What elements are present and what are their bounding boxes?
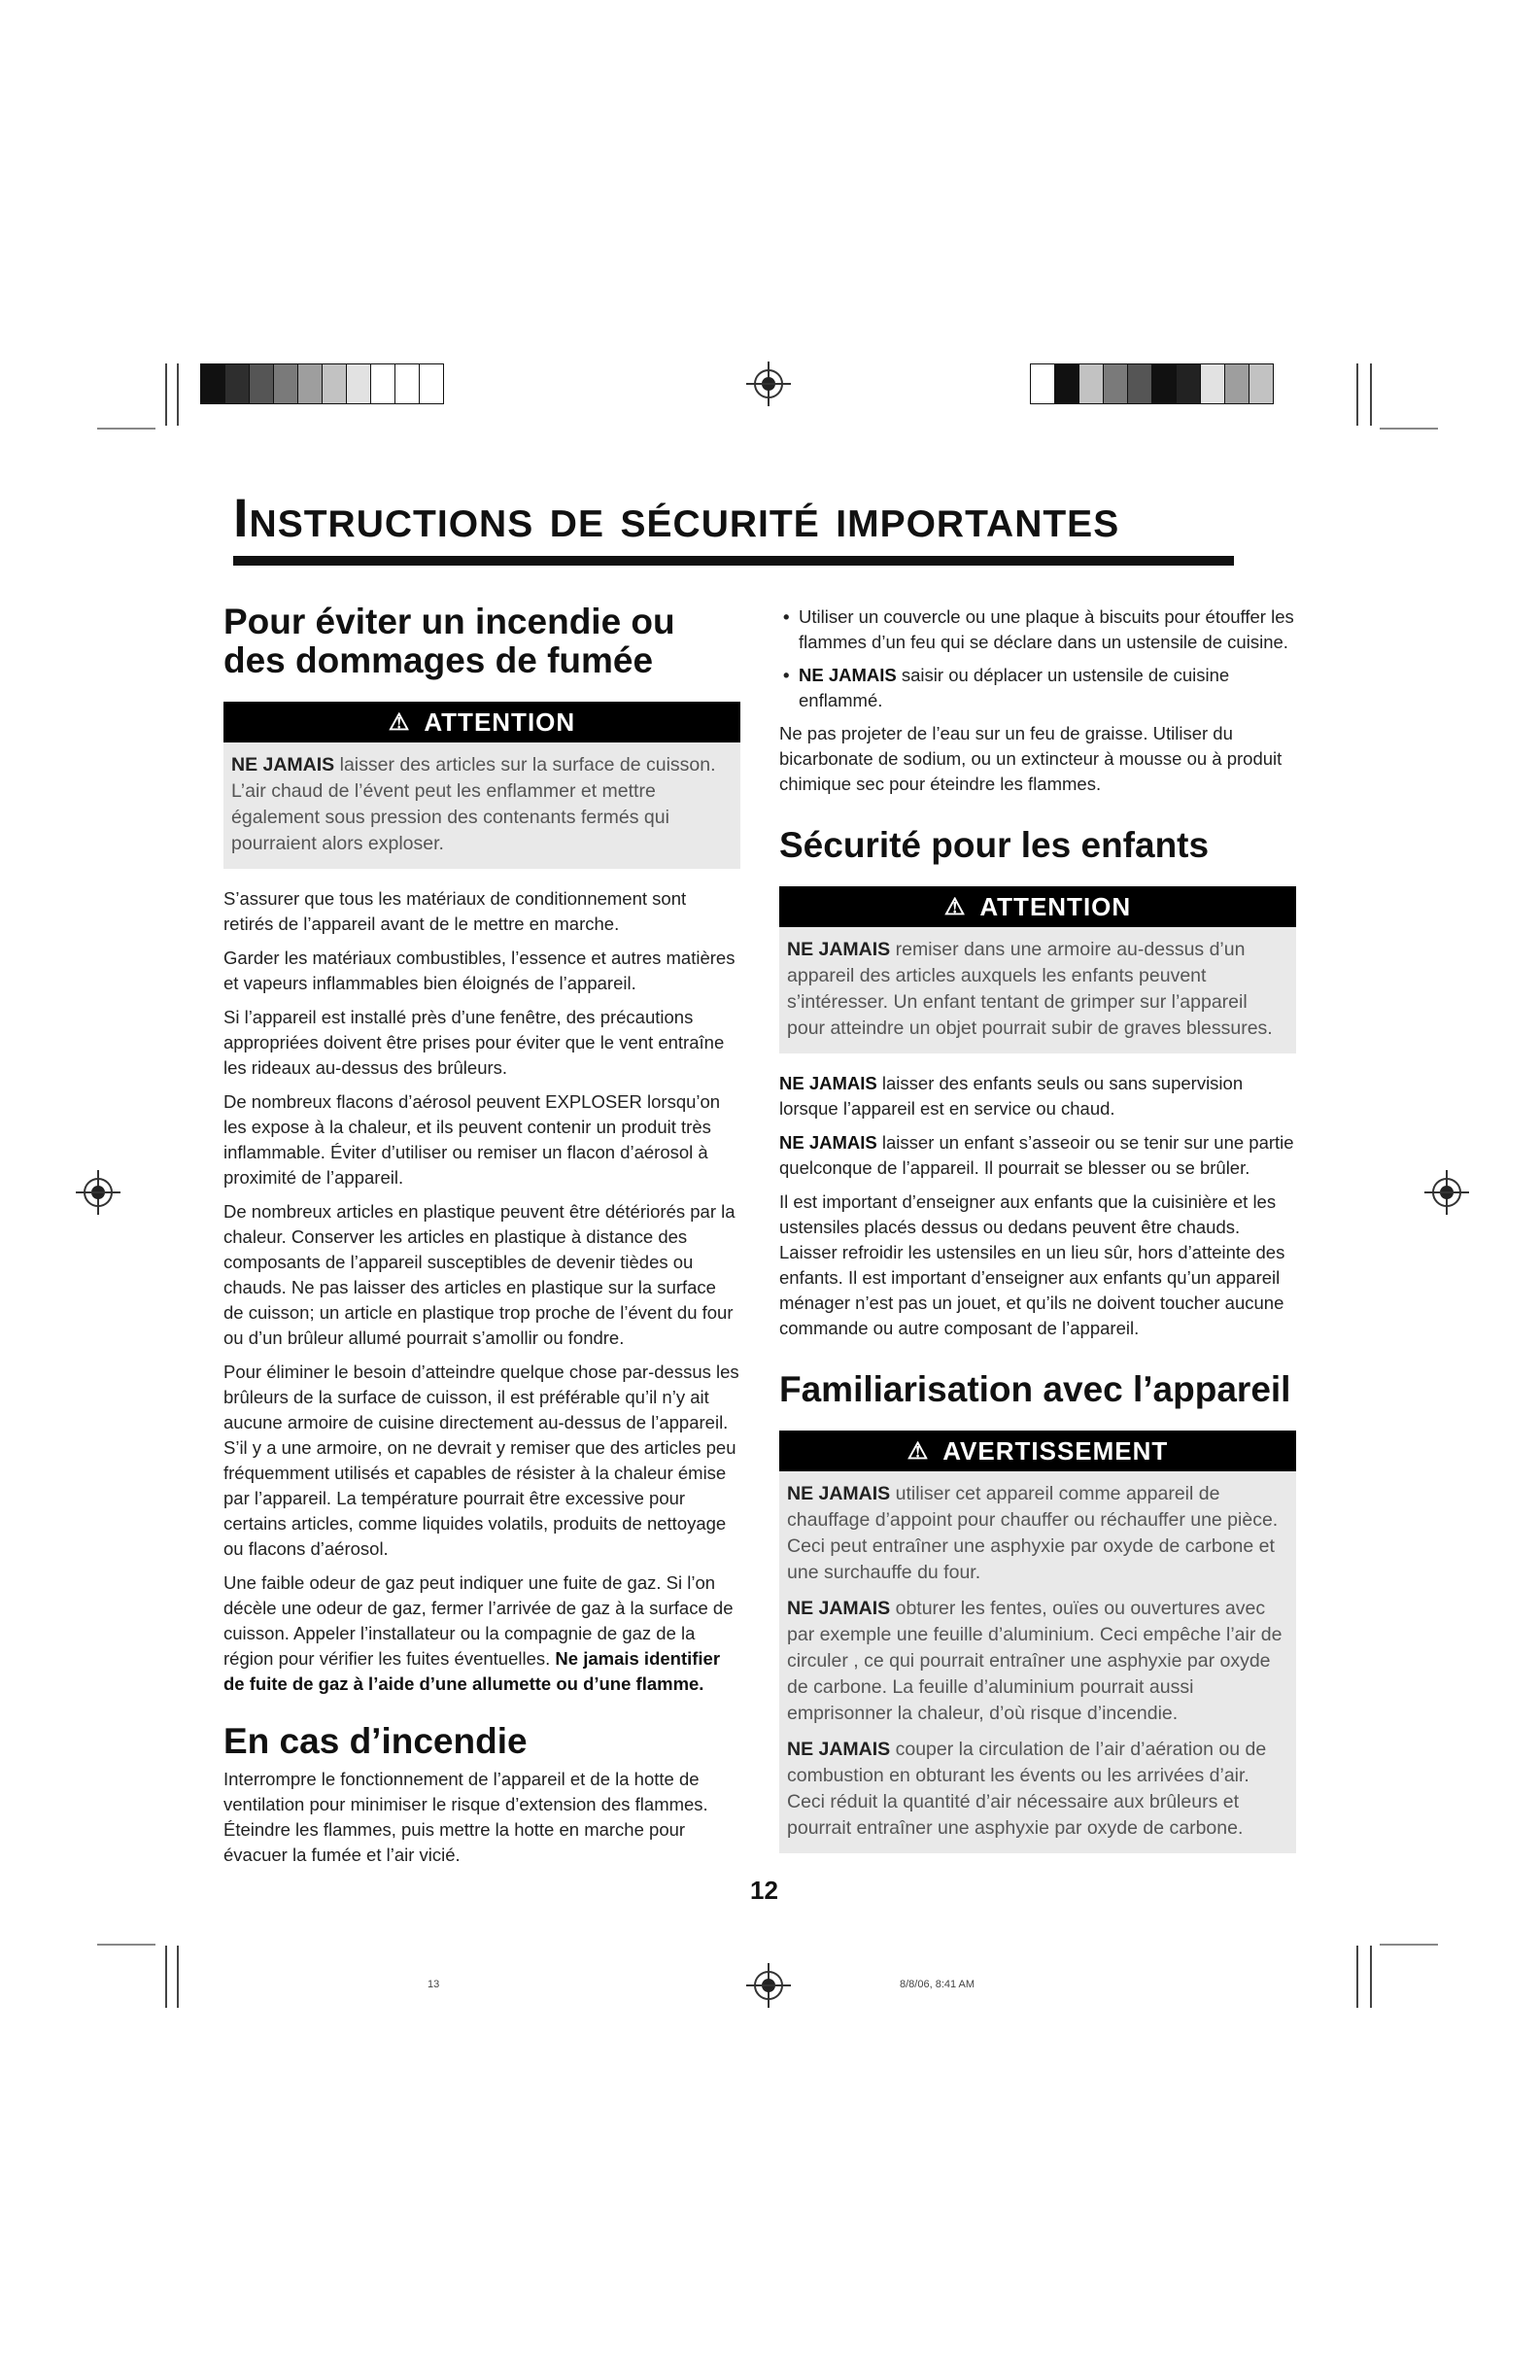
never-lead: NE JAMAIS (799, 665, 897, 685)
warning-text: utiliser cet appareil comme appareil de chauffage d’appoint pour chauffer ou réchauffer une pièce. Ceci peut entraîner une asphyxie par oxyde de carbone et une surchauffe du four. (787, 1483, 1279, 1583)
crop-mark (165, 1946, 167, 2008)
crop-mark (1380, 1944, 1438, 1946)
right-column (779, 604, 1296, 1871)
warning-triangle-icon: ⚠ (388, 709, 411, 736)
bullet-text: saisir ou déplacer un ustensile de cuisine enflammé. (799, 665, 1230, 710)
fire-paragraph: Interrompre le fonctionnement de l’appareil et de la hotte de ventilation pour minimiser le risque d’extension des flammes. Éteindre les flammes, puis mettre la hotte en marche pour évacuer la fumée et l’air vicié. (223, 1769, 708, 1865)
never-lead: NE JAMAIS (787, 939, 891, 960)
paragraph: Si l’appareil est installé près d’une fenêtre, des précautions appropriées doivent être prises pour éviter que le vent entraîne les rideaux au-dessus des brûleurs. (223, 1007, 725, 1078)
crop-mark (97, 1944, 155, 1946)
warning-triangle-icon: ⚠ (943, 894, 967, 920)
warning-header (779, 1431, 1296, 1471)
warning-paragraph (787, 937, 1286, 1042)
gas-warning-bold: Ne jamais identifier de fuite de gaz à l’aide d’une allumette ou d’une flamme. (223, 1648, 721, 1694)
never-lead: NE JAMAIS (787, 1598, 891, 1619)
crop-mark (177, 363, 179, 426)
never-lead: NE JAMAIS (787, 1739, 891, 1760)
never-lead: NE JAMAIS (787, 1483, 891, 1504)
paragraph-text: Il est important d’enseigner aux enfants que la cuisinière et les ustensiles placés dessus ou dedans peuvent être chauds. Laisser refroidir les ustensiles en un lieu sûr, hors d’atteinte des enfants. Il est important d’enseigner aux enfants qu’un appareil ménager n’est pas un jouet, et qu’ils ne doivent toucher aucune commande ou autre composant de l’appareil. (779, 1191, 1285, 1338)
crop-mark (1356, 363, 1358, 426)
page-title: Instructions de sécurité importantes (233, 487, 1120, 548)
warning-paragraph (231, 752, 731, 857)
warning-text: remiser dans une armoire au-dessus d’un appareil des articles auxquels les enfants peuvent s’intéresser. Un enfant tentant de grimper sur l’appareil pour atteindre un objet pourrait subir de graves blessures. (787, 939, 1273, 1039)
warning-box-attention-1 (223, 702, 740, 869)
never-lead: NE JAMAIS (231, 754, 335, 776)
crop-mark (1370, 1946, 1372, 2008)
paragraph: Garder les matériaux combustibles, l’essence et autres matières et vapeurs inflammables bien éloignés de l’appareil. (223, 948, 736, 993)
crop-mark (165, 363, 167, 426)
warning-paragraph (787, 1596, 1286, 1727)
paragraph: De nombreux flacons d’aérosol peuvent EXPLOSER lorsqu’on les expose à la chaleur, et ils peuvent contenir un produit très inflammable. Éviter d’utiliser ou remiser un flacon d’aérosol à proximité de l’appareil. (223, 1091, 721, 1188)
warning-header (223, 702, 740, 742)
paragraph-text: laisser des enfants seuls ou sans supervision lorsque l’appareil est en service ou chaud. (779, 1073, 1244, 1119)
registration-target-icon (754, 369, 783, 398)
paragraph: Pour éliminer le besoin d’atteindre quelque chose par-dessus les brûleurs de la surface de cuisson, il est préférable qu’il n’y ait aucune armoire de cuisine directement au-dessus de l’appareil. S’il y a une armoire, on ne devrait y remiser que des articles peu fréquemment utilisés et capables de résister à la chaleur émise par l’appareil. La température pourrait être excessive pour certains articles, comme liquides volatils, produits de nettoyage ou flacons d’aérosol. (223, 1362, 739, 1559)
registration-target-icon (1432, 1178, 1461, 1207)
registration-bar-right (1030, 363, 1274, 404)
warning-text: couper la circulation de l’air d’aération ou de combustion en obturant les évents ou les arrivées d’air. Ceci réduit la quantité d’air nécessaire aux brûleurs et pourrait entraîner une asphyxie par oxyde de carbone. (787, 1739, 1267, 1839)
gas-paragraph (223, 1570, 740, 1697)
paragraph (779, 1190, 1296, 1341)
paragraph (779, 1130, 1296, 1181)
registration-bar-left (200, 363, 444, 404)
grease-paragraph: Ne pas projeter de l’eau sur un feu de graisse. Utiliser du bicarbonate de sodium, ou un extincteur à mousse ou à produit chimique sec pour éteindre les flammes. (779, 723, 1283, 794)
warning-body (223, 742, 740, 869)
warning-body (779, 1471, 1296, 1853)
crop-mark (177, 1946, 179, 2008)
warning-paragraph (787, 1481, 1286, 1586)
warning-text: obturer les fentes, ouïes ou ouvertures avec par exemple une feuille d’aluminium. Ceci empêche l’air de circuler , ce qui pourrait entraîner une asphyxie par oxyde de carbone. La feuille d’aluminium pourrait aussi emprisonner la chaleur, d’où risque d’incendie. (787, 1598, 1283, 1724)
title-rule (233, 556, 1234, 566)
list-item (779, 663, 1296, 713)
heading-in-case-of-fire: En cas d’incendie (223, 1721, 528, 1761)
heading-familiarisation: Familiarisation avec l’appareil (779, 1369, 1291, 1409)
slug-timestamp: 8/8/06, 8:41 AM (900, 1979, 975, 1990)
page-number: 12 (750, 1876, 778, 1905)
warning-triangle-icon: ⚠ (907, 1438, 930, 1465)
paragraph: S’assurer que tous les matériaux de conditionnement sont retirés de l’appareil avant de le mettre en marche. (223, 888, 687, 934)
crop-mark (1356, 1946, 1358, 2008)
never-lead: NE JAMAIS (779, 1132, 877, 1153)
warning-header-label: AVERTISSEMENT (942, 1436, 1169, 1466)
left-column (223, 603, 740, 1877)
warning-box-avertissement (779, 1431, 1296, 1853)
bullet-text: Utiliser un couvercle ou une plaque à biscuits pour étouffer les flammes d’un feu qui se déclare dans un ustensile de cuisine. (799, 606, 1294, 652)
crop-mark (1370, 363, 1372, 426)
slug-left: 13 (428, 1979, 440, 1990)
registration-target-icon (84, 1178, 113, 1207)
registration-target-icon (754, 1971, 783, 2000)
warning-header (779, 886, 1296, 927)
heading-child-safety: Sécurité pour les enfants (779, 825, 1210, 865)
paragraph: De nombreux articles en plastique peuvent être détériorés par la chaleur. Conserver les articles en plastique à distance des composants de l’appareil susceptibles de devenir tièdes ou chauds. Ne pas laisser des articles en plastique sur la surface de cuisson; un article en plastique trop proche de l’évent du four ou d’un brûleur allumé pourrait s’amollir ou fondre. (223, 1201, 736, 1348)
warning-header-label: ATTENTION (424, 707, 576, 737)
crop-mark (1380, 428, 1438, 430)
fire-bullet-list (779, 604, 1296, 713)
list-item (779, 604, 1296, 655)
heading-fire-smoke: Pour éviter un incendie ou des dommages de fumée (223, 602, 675, 680)
never-lead: NE JAMAIS (779, 1073, 877, 1093)
warning-box-attention-2 (779, 886, 1296, 1053)
warning-paragraph (787, 1737, 1286, 1842)
warning-text: laisser des articles sur la surface de cuisson. L’air chaud de l’évent peut les enflammer et mettre également sous pression des contenants fermés qui pourraient alors exploser. (231, 754, 716, 854)
crop-mark (97, 428, 155, 430)
warning-header-label: ATTENTION (979, 892, 1132, 921)
paragraph (779, 1071, 1296, 1121)
warning-body (779, 927, 1296, 1053)
gas-text: Une faible odeur de gaz peut indiquer une fuite de gaz. Si l’on décèle une odeur de gaz, fermer l’arrivée de gaz à la surface de cuisson. Appeler l’installateur ou la compagnie de gaz de la région pour vérifier les fuites éventuelles. (223, 1572, 734, 1669)
paragraph-text: laisser un enfant s’asseoir ou se tenir sur une partie quelconque de l’appareil. Il pourrait se blesser ou se brûler. (779, 1132, 1294, 1178)
